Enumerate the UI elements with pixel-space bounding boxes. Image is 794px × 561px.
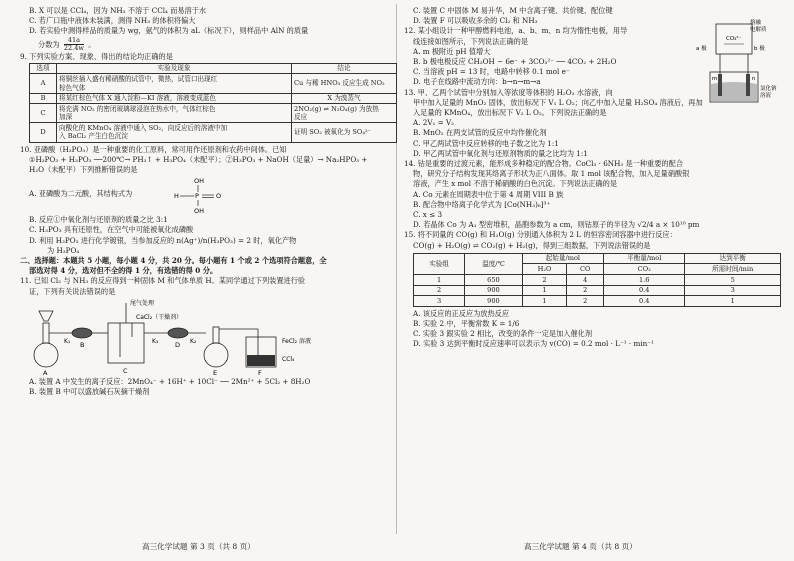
q9-header-conclusion: 结论 bbox=[292, 63, 397, 74]
q14-stem-3: 溶液，产生 x mol 不溶于稀硝酸的白色沉淀。下列说法正确的是 bbox=[413, 179, 618, 189]
struct-oh-top: OH bbox=[194, 177, 205, 186]
table-cell: 3 bbox=[414, 296, 465, 307]
phosphorous-acid-structure bbox=[170, 175, 230, 215]
q9-table bbox=[29, 63, 397, 143]
table-row bbox=[30, 104, 397, 123]
flask-e-neck bbox=[213, 327, 219, 343]
beaker-f-liquid bbox=[247, 355, 275, 366]
drying-tube-d bbox=[168, 328, 188, 338]
q11-option-a: A. 装置 A 中发生的离子反应：2MnO₄⁻ + 16H⁺ + 10Cl⁻ ── 2Mn²⁺ + 5Cl₂ + 8H₂O bbox=[29, 376, 311, 386]
table-row bbox=[30, 123, 397, 142]
electrode-a-label: a 极 bbox=[696, 46, 707, 53]
q15-header-row-1 bbox=[414, 253, 781, 264]
label-f: F bbox=[258, 368, 262, 377]
table-row bbox=[414, 296, 781, 307]
table-cell: 2 bbox=[567, 296, 604, 307]
q8-fraction-num: 41a bbox=[64, 37, 84, 45]
q9-row-c-con-line: 反应 bbox=[294, 113, 308, 122]
footer-right: 高三化学试题 第 4 页（共 8 页） bbox=[524, 542, 637, 551]
q15-header-temp: 温度/℃ bbox=[465, 253, 522, 274]
q15-header-co: CO bbox=[567, 264, 604, 275]
q14-option-a: A. Co 元素在周期表中位于第 4 周期 VIII B 族 bbox=[413, 189, 564, 199]
struct-o: O bbox=[216, 192, 222, 201]
q9-row-a-exp-line: 将铜丝插入盛有稀硝酸的试管中，微热，试管口出现红 bbox=[59, 74, 218, 83]
q15-option-d: D. 实验 3 达到平衡时反应速率可以表示为 v(CO) = 0.2 mol · L⁻¹ · min⁻¹ bbox=[413, 339, 654, 349]
table-cell: 1 bbox=[522, 285, 567, 296]
q10-stem-2: ①H₃PO₃ + H₃PO₃ ──200℃→ PH₃↑ + H₃PO₄（未配平）；②H₃PO₃ + NaOH（足量）→ Na₂HPO₃ + bbox=[29, 154, 368, 164]
q15-option-b: B. 实验 2 中，平衡常数 K = 1/6 bbox=[413, 319, 520, 329]
q10-option-a-block bbox=[20, 175, 398, 215]
cacl2-label: CaCl₂（干燥剂） bbox=[136, 313, 183, 321]
q8-option-b: B. X 可以是 CCl₄，因为 NH₃ 不溶于 CCl₄ 而易溶于水 bbox=[29, 6, 207, 15]
q15-header-time: 达到平衡 bbox=[685, 253, 781, 264]
q9-row-a-exp bbox=[57, 74, 292, 93]
q9-row-d-exp-line: 入 BaCl₂ 产生白色沉淀 bbox=[59, 132, 128, 141]
q12-option-a: A. m 极附近 pH 值增大 bbox=[413, 46, 491, 56]
table-row bbox=[414, 285, 781, 296]
q15-stem-1: 15. 将不同量的 CO(g) 和 H₂O(g) 分别通入体积为 2 L 的恒容密闭容器中进行反应： bbox=[404, 230, 677, 240]
electrode-n-label: n bbox=[752, 76, 756, 83]
q9-row-c-con-line: 2NO₂(g) ⇌ N₂O₄(g) 为放热 bbox=[294, 104, 379, 113]
q9-row-a-option: A bbox=[30, 74, 57, 93]
q8-fraction-line bbox=[20, 37, 398, 52]
q9-header-row bbox=[30, 63, 397, 74]
q11-option-c: C. 装置 C 中固体 M 易升华，M 中含离子键、共价键、配位键 bbox=[413, 6, 613, 15]
table-row bbox=[30, 74, 397, 93]
q9-row-c-exp-line: 加深 bbox=[59, 113, 73, 122]
flask-a bbox=[34, 343, 58, 367]
q11-stem-1: 11. 已知 Cl₂ 与 NH₃ 的反应得到一种固体 M 和气体单质 H。某同学通过下列装置进行验 bbox=[20, 276, 306, 286]
q8-option-d: D. 若实验中测得样品的质量为 wg，氨气的体积为 aL（标况下），则样品中 AlN 的质量 bbox=[29, 26, 309, 36]
q11-option-d: D. 装置 F 可以吸收多余的 Cl₂ 和 NH₃ bbox=[413, 16, 538, 26]
q14-stem-1: 14. 钴是重要的过渡元素，能形成多种稳定的配合物。CoCl₃ · 6NH₃ 是一种重要的配合 bbox=[404, 159, 683, 169]
q9-row-d-option: D bbox=[30, 123, 57, 142]
q15-table bbox=[413, 253, 781, 307]
q9-row-d-exp bbox=[57, 123, 292, 142]
q13-option-a: A. 2V₁ = V₂ bbox=[413, 118, 455, 128]
electrode-n bbox=[746, 74, 750, 96]
q15-header-time-2: 所需时间/min bbox=[685, 264, 781, 275]
table-row bbox=[30, 93, 397, 104]
q13-stem-3: 入足量的 KMnO₄，放出标况下 V₂ L O₂。下列说法正确的是 bbox=[413, 108, 607, 118]
electrolyte-label: 熔融 bbox=[750, 20, 762, 27]
table-cell: 0.4 bbox=[604, 285, 685, 296]
table-cell: 4 bbox=[567, 275, 604, 286]
nacl-solution bbox=[711, 82, 757, 101]
valve-k3-label: K₃ bbox=[152, 337, 159, 345]
electrode-m-label: m bbox=[712, 76, 718, 83]
table-cell: 2 bbox=[567, 285, 604, 296]
section-2-heading: 二、选择题：本题共 5 小题，每小题 4 分，共 20 分。每小题有 1 个或 2 个选项符合题意，全 bbox=[20, 255, 327, 265]
q9-row-c-option: C bbox=[30, 104, 57, 123]
label-b: B bbox=[80, 340, 85, 349]
valve-k2-label: K₂ bbox=[190, 337, 197, 345]
table-cell: 3 bbox=[685, 285, 781, 296]
struct-oh-bottom: OH bbox=[194, 207, 205, 216]
q10-stem-1: 10. 亚磷酸（H₃PO₃）是一种重要的化工原料，常可用作还原剂和农药中间体。已知 bbox=[20, 144, 287, 154]
q12-stem-2: 线连接如图所示，下列说法正确的是 bbox=[413, 36, 529, 46]
fecl2-label: FeCl₂ 溶液 bbox=[282, 337, 311, 345]
table-cell: 1 bbox=[414, 275, 465, 286]
q15-header-start: 起始量/mol bbox=[522, 253, 603, 264]
q9-row-b-option: B bbox=[30, 93, 57, 104]
q10-option-d: D. 利用 H₃PO₃ 进行化学镀银，当参加反应的 n(Ag⁺)/n(H₃PO₃) = 2 时，氧化产物 bbox=[29, 235, 297, 245]
q8-fraction bbox=[64, 37, 84, 52]
table-cell: 2 bbox=[414, 285, 465, 296]
funnel-a bbox=[39, 311, 53, 321]
ccl4-label: CCl₄ bbox=[282, 355, 295, 363]
q9-row-d-exp-line: 向酸化的 KMnO₄ 溶液中通入 SO₂，向反应后的溶液中加 bbox=[59, 123, 228, 132]
q13-option-d: D. 甲乙两试管中氧化剂与还原剂物质的量之比均为 1:1 bbox=[413, 148, 588, 158]
q9-row-b-exp: 将某红棕色气体 X 通入淀粉—KI 溶液，溶液变成蓝色 bbox=[57, 93, 292, 104]
q12-option-c: C. 当溶液 pH = 13 时，电路中转移 0.1 mol e⁻ bbox=[413, 67, 570, 77]
q9-row-c-conclusion bbox=[292, 104, 397, 123]
flask-a-neck bbox=[43, 323, 49, 343]
label-a: A bbox=[43, 368, 48, 377]
label-d: D bbox=[175, 340, 181, 349]
nacl-label-2: 溶液 bbox=[760, 93, 772, 100]
q14-option-b: B. 配合物中络离子化学式为 [Co(NH₃)₆]³⁺ bbox=[413, 199, 551, 209]
q11-option-b: B. 装置 B 中可以盛放碱石灰摘干燥剂 bbox=[29, 387, 150, 396]
q8-fraction-prefix: 分数为 bbox=[38, 39, 60, 49]
table-cell: 900 bbox=[465, 285, 522, 296]
table-cell: 2 bbox=[522, 275, 567, 286]
q15-header-co2: CO₂ bbox=[604, 264, 685, 275]
q12-option-b: B. b 极电极反应 CH₃OH − 6e⁻ + 3CO₃²⁻ ── 4CO₂ + 2H₂O bbox=[413, 57, 617, 67]
table-cell: 1 bbox=[685, 296, 781, 307]
electrode-b-label: b 极 bbox=[754, 46, 765, 53]
q9-row-b-conclusion: X 为溴蒸气 bbox=[292, 93, 397, 104]
electrolyte-label-2: 电解质 bbox=[750, 27, 767, 34]
label-c: C bbox=[123, 366, 128, 375]
q12-stem-1: 12. 某小组设计一种甲醇燃料电池，a、b、m、n 均为惰性电极，用导 bbox=[404, 26, 628, 36]
q15-header-eq: 平衡量/mol bbox=[604, 253, 685, 264]
q13-stem-2: 甲中加入足量的 MnO₂ 固体，放出标况下 V₁ L O₂；向乙中加入足量 H₂SO₄ 溶液后，再加 bbox=[413, 97, 703, 107]
electrode-m bbox=[718, 74, 722, 96]
q15-stem-2: CO(g) + H₂O(g) ⇌ CO₂(g) + H₂(g)，得到三组数据，下列说法错误的是 bbox=[413, 240, 651, 250]
q11-apparatus-diagram bbox=[20, 297, 390, 377]
q10-stem-3: H₂O（未配平）下列推断错误的是 bbox=[29, 164, 138, 174]
q11-stem-2: 证，下列有关说法错误的是 bbox=[29, 286, 116, 296]
bottle-c bbox=[108, 323, 144, 363]
q12-option-d: D. 电子在线路中流动方向：b→n→m→a bbox=[413, 77, 541, 87]
table-cell: 650 bbox=[465, 275, 522, 286]
q9-row-c-exp-line: 将充满 NO₂ 的密闭玻璃球浸泡在热水中，气体红棕色 bbox=[59, 104, 216, 113]
valve-k1-label: K₁ bbox=[64, 337, 71, 345]
table-row bbox=[414, 275, 781, 286]
q9-row-d-conclusion: 证明 SO₂ 被氧化为 SO₄²⁻ bbox=[292, 123, 397, 142]
q15-header-exp: 实验组 bbox=[414, 253, 465, 274]
q10-option-d-cont: 为 H₃PO₄ bbox=[47, 245, 80, 255]
table-cell: 5 bbox=[685, 275, 781, 286]
q14-option-d: D. 若晶体 Co 为 A₁ 型密堆积，晶胞参数为 a cm，则钴原子的半径为 √2/4 a × 10¹⁰ pm bbox=[413, 220, 700, 230]
q8-fraction-suffix: 。 bbox=[88, 39, 96, 49]
q13-option-c: C. 甲乙两试管中反应转移的电子数之比为 1:1 bbox=[413, 138, 559, 148]
table-cell: 0.4 bbox=[604, 296, 685, 307]
q14-option-c: C. x ≤ 3 bbox=[413, 210, 443, 220]
drying-tube-b bbox=[72, 328, 92, 338]
struct-h: H bbox=[174, 192, 179, 201]
tail-gas-label: 尾气处理 bbox=[130, 299, 155, 307]
table-cell: 1 bbox=[522, 296, 567, 307]
fuel-cell-diagram bbox=[694, 18, 784, 110]
footer-left: 高三化学试题 第 3 页（共 8 页） bbox=[142, 542, 255, 551]
q8-fraction-den: 22.4w bbox=[63, 44, 84, 52]
q13-stem-1: 13. 甲、乙两个试管中分别加入等浓度等体积的 H₂O₂ 水溶液，向 bbox=[404, 87, 613, 97]
table-cell: 1.6 bbox=[604, 275, 685, 286]
label-e: E bbox=[213, 368, 218, 377]
q8-option-c: C. 若广口瓶中液体未装满，测得 NH₃ 的体积将偏大 bbox=[29, 16, 196, 26]
section-2-heading-cont: 部选对得 4 分，选对但不全的得 1 分，有选错的得 0 分。 bbox=[29, 266, 218, 276]
nacl-label: 氯化钠 bbox=[760, 86, 777, 93]
q10-option-b: B. 反应①中氧化剂与还原剂的质量之比 3:1 bbox=[29, 215, 168, 225]
q9-header-experiment: 实验及现象 bbox=[57, 63, 292, 74]
right-column bbox=[404, 6, 782, 350]
carbonate-ion-label: CO₃²⁻ bbox=[726, 36, 742, 43]
q10-option-a: A. 亚磷酸为二元酸，其结构式为 bbox=[29, 189, 133, 199]
q9-row-c-exp bbox=[57, 104, 292, 123]
q15-option-a: A. 该反应的正反应为放热反应 bbox=[413, 308, 510, 318]
q15-option-c: C. 实验 3 跟实验 2 相比，改变的条件一定是加入催化剂 bbox=[413, 329, 593, 339]
q9-header-option: 选项 bbox=[30, 63, 57, 74]
q13-option-b: B. MnO₂ 在两支试管的反应中均作催化剂 bbox=[413, 128, 547, 138]
q9-row-a-exp-line: 棕色气体 bbox=[59, 83, 86, 92]
left-column bbox=[20, 6, 398, 397]
table-cell: 900 bbox=[465, 296, 522, 307]
struct-p: P bbox=[195, 192, 199, 201]
q9-title: 9. 下列实验方案、现象、得出的结论均正确的是 bbox=[20, 51, 173, 61]
q15-header-h2o: H₂O bbox=[522, 264, 567, 275]
q10-option-c: C. H₃PO₃ 具有还原性，在空气中可能被氧化成磷酸 bbox=[29, 225, 194, 235]
q9-row-a-conclusion: Cu 与稀 HNO₃ 反应生成 NO₂ bbox=[292, 74, 397, 93]
q14-stem-2: 物，研究分子结构发现其络离子形状为正八面体。取 1 mol 该配合物，加入足量硝酸银 bbox=[413, 169, 690, 179]
flask-e bbox=[204, 343, 228, 367]
